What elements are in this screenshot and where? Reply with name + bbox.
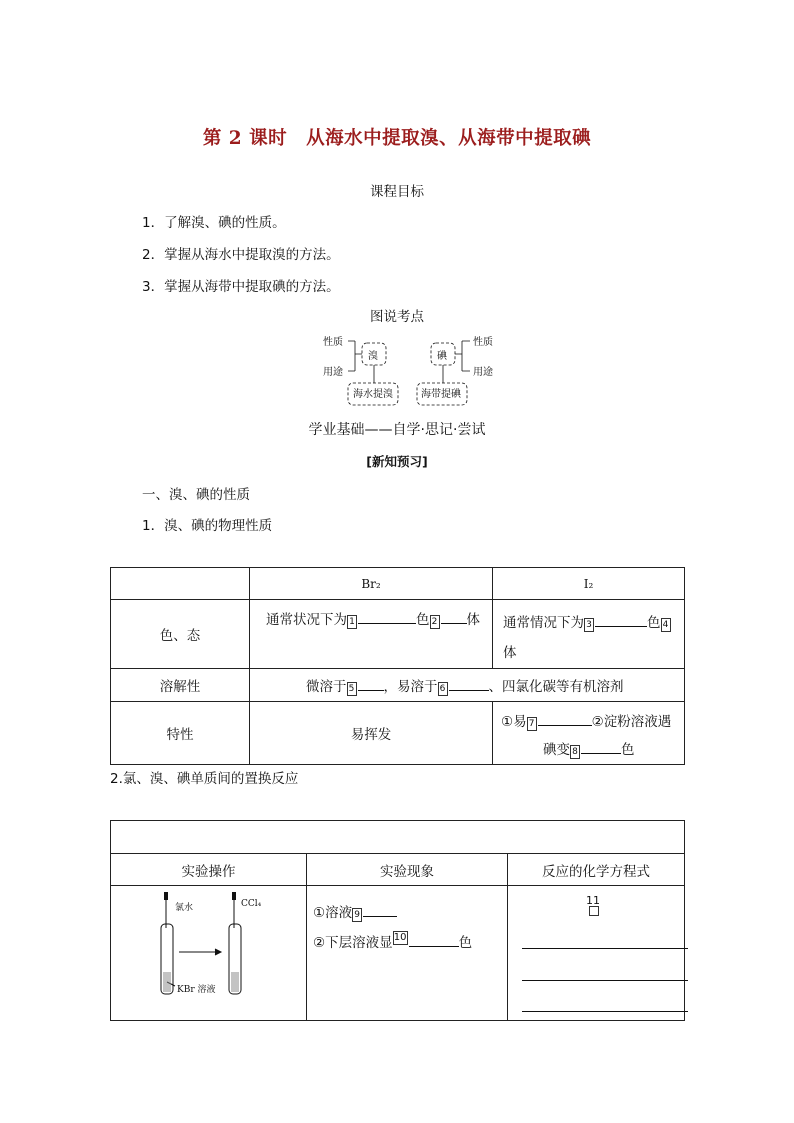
blank-6[interactable] xyxy=(449,676,489,691)
blank-9[interactable] xyxy=(363,902,397,917)
blank-11-marker xyxy=(589,906,599,916)
properties-table xyxy=(110,567,685,765)
objective-1: 1．了解溴、碘的性质。 xyxy=(142,215,286,231)
diagram-heading: 图说考点 xyxy=(370,309,424,325)
blank-8[interactable] xyxy=(581,739,621,754)
label-kbr: KBr 溶液 xyxy=(177,985,216,995)
sub-heading-1: 1．溴、碘的物理性质 xyxy=(142,518,273,534)
sub-heading-2: 2.氯、溴、碘单质间的置换反应 xyxy=(110,771,299,787)
row-feature-label: 特性 xyxy=(111,702,250,765)
blank-7[interactable] xyxy=(538,711,592,726)
phenomenon-cell: ①溶液 9 ②下层溶液显10 色 xyxy=(307,886,508,1021)
col-i2: I₂ xyxy=(493,568,685,600)
br-feature: 易挥发 xyxy=(250,702,493,765)
row-color-state-label: 色、态 xyxy=(111,600,250,669)
blank-10[interactable] xyxy=(409,932,459,947)
concept-diagram xyxy=(315,330,505,410)
section-bar: 学业基础——自学·思记·尝试 xyxy=(308,422,486,438)
blank-11-number: 11 xyxy=(586,894,600,907)
header-phenomenon: 实验现象 xyxy=(307,854,508,886)
diagram-use-right: 用途 xyxy=(473,367,493,378)
diagram-property-right: 性质 xyxy=(473,337,493,348)
i-color-state: 通常情况下为 3 色 4 体 xyxy=(493,600,685,669)
col-br2: Br₂ xyxy=(250,568,493,600)
row-solubility-label: 溶解性 xyxy=(111,669,250,702)
diagram-iodine: 碘 xyxy=(437,351,447,362)
diagram-property-left: 性质 xyxy=(323,337,343,348)
answer-line-2[interactable] xyxy=(522,980,688,981)
diagram-kelp-iodine: 海带提碘 xyxy=(421,389,461,400)
br-color-state: 通常状况下为 1 色 2 体 xyxy=(250,600,493,669)
page-title: 第 2 课时 从海水中提取溴、从海带中提取碘 xyxy=(202,128,592,149)
blank-3[interactable] xyxy=(595,612,647,627)
objectives-heading: 课程目标 xyxy=(370,184,424,200)
header-operation: 实验操作 xyxy=(111,854,307,886)
test-tube-apparatus xyxy=(111,886,306,1020)
blank-5[interactable] xyxy=(358,676,384,691)
operation-cell xyxy=(111,886,307,1021)
diagram-use-left: 用途 xyxy=(323,367,343,378)
diagram-sea-bromine: 海水提溴 xyxy=(353,389,393,400)
answer-line-1[interactable] xyxy=(522,948,688,949)
diagram-bromine: 溴 xyxy=(368,351,378,362)
header-equation: 反应的化学方程式 xyxy=(508,854,685,886)
preview-label: [新知预习] xyxy=(366,454,428,469)
objective-3: 3．掌握从海带中提取碘的方法。 xyxy=(142,279,340,295)
objective-2: 2．掌握从海水中提取溴的方法。 xyxy=(142,247,340,263)
label-chlorine-water: 氯水 xyxy=(175,903,194,913)
label-ccl4: CCl₄ xyxy=(241,899,262,909)
blank-2[interactable] xyxy=(441,609,467,624)
answer-line-3[interactable] xyxy=(522,1011,688,1012)
reaction-table xyxy=(110,820,685,1021)
solubility-cell: 微溶于 5 ，易溶于 6 、四氯化碳等有机溶剂 xyxy=(250,669,685,702)
equation-cell xyxy=(508,886,685,1021)
i-feature: ①易 7 ②淀粉溶液遇 碘变 8 色 xyxy=(493,702,685,765)
section-1-heading: 一、溴、碘的性质 xyxy=(142,487,250,503)
blank-1[interactable] xyxy=(358,609,416,624)
